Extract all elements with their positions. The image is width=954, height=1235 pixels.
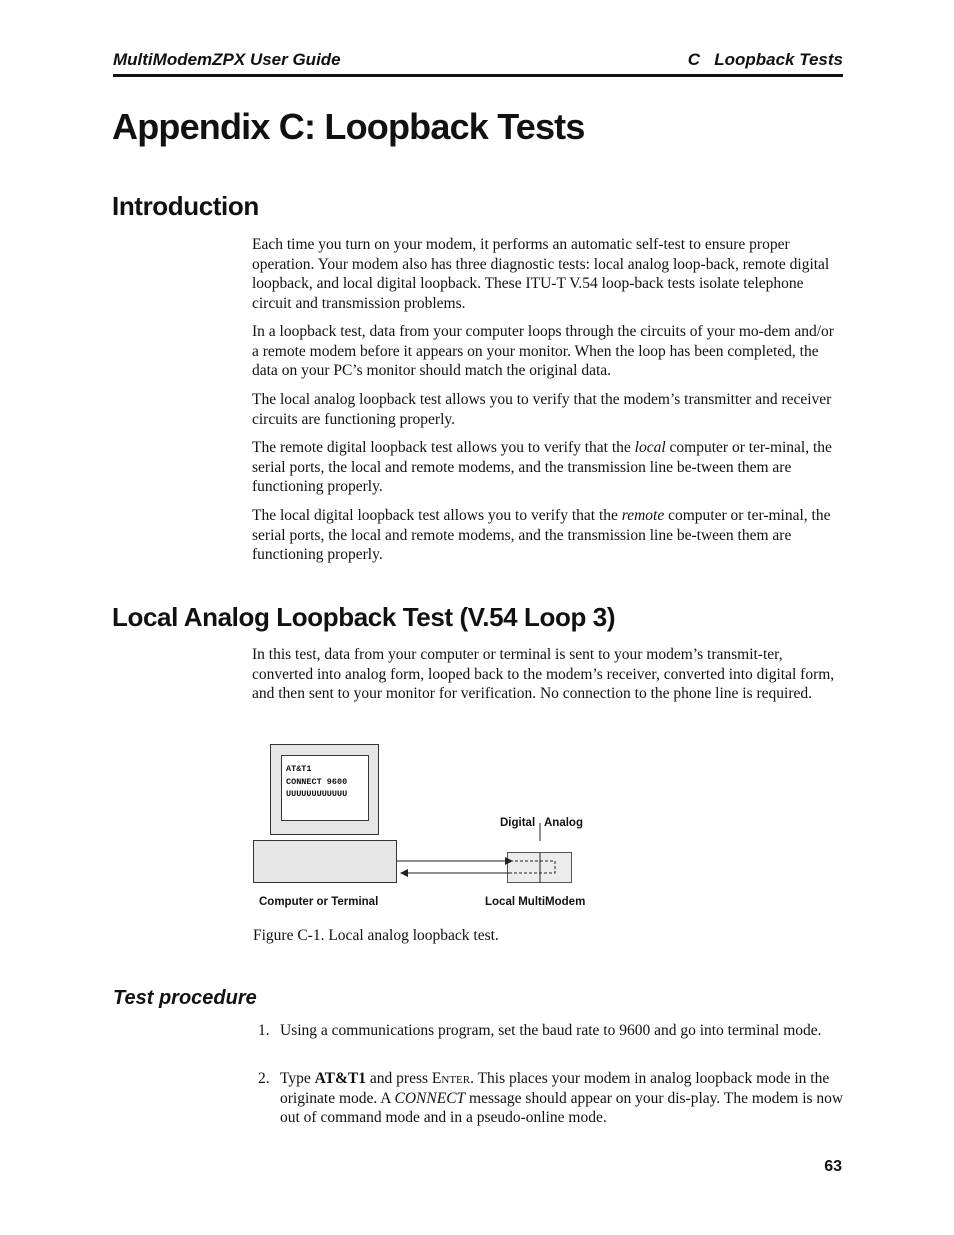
procedure-step-2: [258, 1069, 844, 1128]
loopback-path: [510, 861, 555, 873]
emphasis-remote: remote: [621, 507, 665, 524]
intro-paragraph-2: In a loopback test, data from your computer loops through the circuits of your mo-dem and/or a remote modem before it appears on your monitor. When the loop has been completed, the data on your PC’s monitor should match the original data.: [252, 323, 834, 380]
command-at-t1: AT&T1: [314, 1070, 367, 1087]
step-number: 1.: [258, 1022, 270, 1039]
figure-caption: Figure C-1. Local analog loopback test.: [253, 927, 499, 944]
local-analog-paragraph: In this test, data from your computer or terminal is sent to your modem’s transmit-ter, converted into analog form, looped back to the modem’s receiver, converted into digital form, and then sent to your monitor for verification. No connection to the phone line is required.: [252, 646, 835, 703]
step-text: Using a communications program, set the baud rate to 9600 and go into terminal mode.: [280, 1022, 822, 1039]
screen-line: AT&T1: [286, 764, 312, 774]
test-procedure-heading: Test procedure: [113, 987, 257, 1009]
local-analog-heading: Local Analog Loopback Test (V.54 Loop 3): [112, 602, 616, 632]
header-guide-title: MultiModemZPX User Guide: [113, 50, 341, 69]
introduction-heading: Introduction: [112, 191, 259, 221]
computer-illustration: [253, 840, 397, 883]
intro-paragraph-5: The local digital loopback test allows you to verify that the remote computer or ter-minal, the serial ports, the local and remote modems, and the transmission line be-tween them are functioning properly.: [252, 507, 831, 564]
label-digital: Digital: [500, 817, 536, 829]
screen-line: UUUUUUUUUUUU: [286, 789, 348, 799]
label-computer-terminal: Computer or Terminal: [259, 896, 379, 908]
screen-line: CONNECT 9600: [286, 776, 348, 787]
intro-paragraph-3: The local analog loopback test allows you to verify that the modem’s transmitter and receiver circuits are functioning properly.: [252, 391, 832, 428]
intro-paragraph-1: Each time you turn on your modem, it performs an automatic self-test to ensure proper operation. Your modem also has three diagnostic tests: local analog loop-back, remote digital loopback, and local digital loopback. These ITU-T V.54 loop-back tests isolate telephone circuit and transmission problems.: [252, 236, 830, 312]
running-header: [113, 50, 843, 77]
monitor-screen: [281, 755, 369, 821]
header-section-title: C Loopback Tests: [687, 50, 843, 69]
connect-message: CONNECT: [394, 1089, 466, 1107]
enter-key: Enter: [431, 1070, 471, 1087]
page-title: Appendix C: Loopback Tests: [112, 106, 585, 147]
emphasis-local: local: [634, 439, 666, 456]
step-text: Type AT&T1 and press Enter. This places your modem in analog loopback mode in the originate mode. A CONNECT message should appear on your dis-play. The modem is now out of command mode and in a pseudo-online mode.: [280, 1070, 844, 1127]
label-local-multimodem: Local MultiModem: [485, 896, 586, 908]
procedure-step-1: [258, 1021, 844, 1041]
intro-paragraph-4: The remote digital loopback test allows you to verify that the local computer or ter-minal, the serial ports, the local and remote modems, and the transmission line be-tween them are functioning properly.: [252, 439, 832, 496]
step-number: 2.: [258, 1070, 270, 1087]
page-number: 63: [824, 1158, 842, 1175]
label-analog: Analog: [544, 817, 583, 829]
